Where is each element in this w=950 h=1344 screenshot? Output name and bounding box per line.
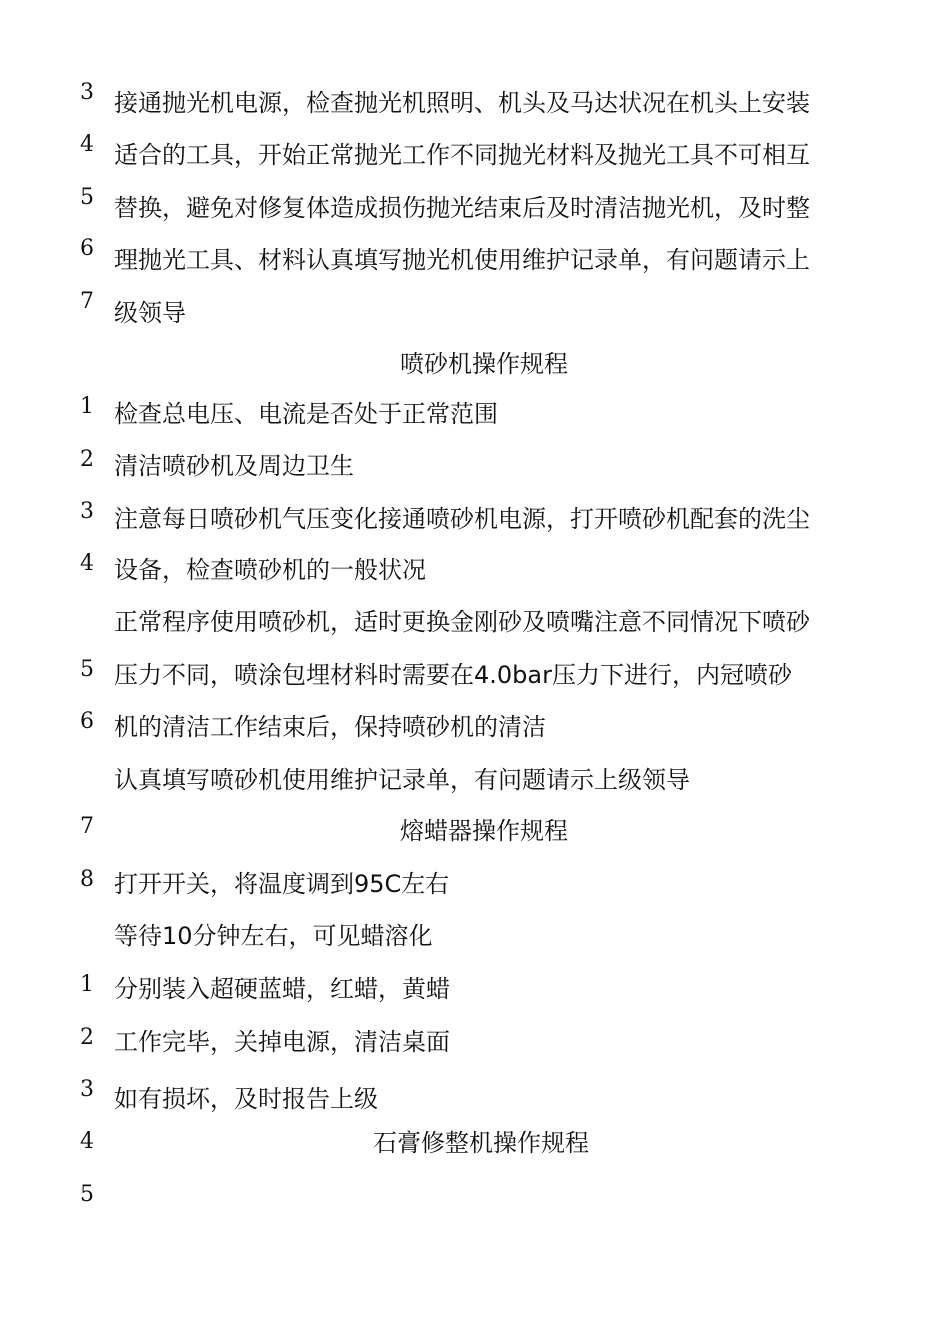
section-title-sandblaster: 喷砂机操作规程 (400, 350, 568, 378)
section-title-wax-melter: 熔蜡器操作规程 (400, 817, 568, 845)
body-text-line: 设备，检查喷砂机的一般状况 (114, 556, 426, 584)
body-text-line: 机的清洁工作结束后，保持喷砂机的清洁 (114, 713, 546, 741)
line-number: 5 (80, 657, 94, 682)
body-text-line: 清洁喷砂机及周边卫生 (114, 452, 354, 480)
body-text-line: 检查总电压、电流是否处于正常范围 (114, 400, 498, 428)
line-number: 2 (80, 447, 94, 472)
body-text-line: 压力不同，喷涂包埋材料时需要在4.0bar压力下进行，内冠喷砂 (114, 661, 792, 689)
line-number: 4 (80, 551, 94, 576)
line-number: 4 (80, 1129, 94, 1154)
body-text-line: 替换，避免对修复体造成损伤抛光结束后及时清洁抛光机，及时整 (114, 194, 810, 222)
body-text-line: 认真填写喷砂机使用维护记录单，有问题请示上级领导 (114, 766, 690, 794)
line-number: 3 (80, 1077, 94, 1102)
body-text-line: 理抛光工具、材料认真填写抛光机使用维护记录单，有问题请示上 (114, 246, 810, 274)
line-number: 3 (80, 499, 94, 524)
line-number: 6 (80, 236, 94, 261)
line-number: 7 (80, 289, 94, 314)
body-text-line: 打开开关，将温度调到95C左右 (114, 870, 450, 898)
line-number: 6 (80, 709, 94, 734)
body-text-line: 等待10分钟左右，可见蜡溶化 (114, 922, 433, 950)
line-number: 3 (80, 80, 94, 105)
body-text-line: 级领导 (114, 299, 186, 327)
body-text-line: 如有损坏，及时报告上级 (114, 1085, 378, 1113)
body-text-line: 注意每日喷砂机气压变化接通喷砂机电源，打开喷砂机配套的洗尘 (114, 505, 810, 533)
line-number: 4 (80, 132, 94, 157)
line-number: 5 (80, 1182, 94, 1207)
line-number: 8 (80, 867, 94, 892)
line-number: 1 (80, 972, 94, 997)
body-text-line: 工作完毕，关掉电源，清洁桌面 (114, 1028, 450, 1056)
line-number: 5 (80, 185, 94, 210)
body-text-line: 适合的工具，开始正常抛光工作不同抛光材料及抛光工具不可相互 (114, 141, 810, 169)
body-text-line: 分别装入超硬蓝蜡，红蜡，黄蜡 (114, 975, 450, 1003)
section-title-plaster-trimmer: 石膏修整机操作规程 (373, 1129, 589, 1157)
line-number: 7 (80, 814, 94, 839)
line-number: 1 (80, 394, 94, 419)
body-text-line: 正常程序使用喷砂机，适时更换金刚砂及喷嘴注意不同情况下喷砂 (114, 608, 810, 636)
line-number: 2 (80, 1025, 94, 1050)
body-text-line: 接通抛光机电源，检查抛光机照明、机头及马达状况在机头上安装 (114, 89, 810, 117)
